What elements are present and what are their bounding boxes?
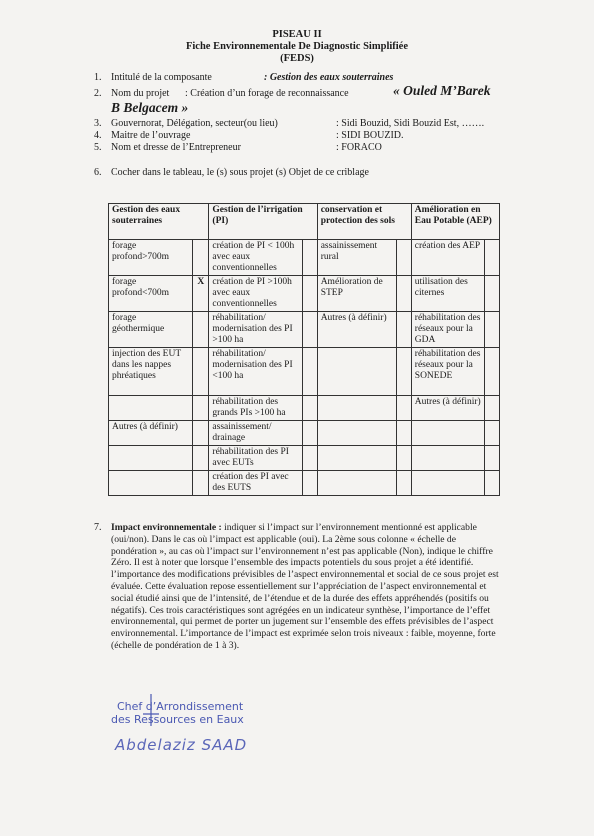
field-2-number: 2. [94, 88, 102, 99]
header-program: PISEAU II [272, 29, 322, 40]
field-5-value: : FORACO [336, 142, 382, 153]
table-cell: Autres (à définir) [109, 421, 193, 446]
table-cell: création des AEP [411, 240, 484, 276]
field-4-label: Maitre de l’ouvrage [111, 130, 191, 141]
table-checkbox-cell[interactable] [302, 348, 317, 396]
table-cell: assainissement rural [317, 240, 396, 276]
table-header-row [109, 204, 500, 240]
section-7-paragraph [111, 522, 499, 652]
table-row [109, 240, 500, 276]
header-title: Fiche Environnementale De Diagnostic Simplifiée [185, 41, 409, 52]
field-4-value: : SIDI BOUZID. [336, 130, 404, 141]
table-row [109, 471, 500, 496]
table-cell [109, 396, 193, 421]
table-checkbox-cell[interactable]: X [193, 276, 209, 312]
table-cell: assainissement/ drainage [209, 421, 303, 446]
field-3-label: Gouvernorat, Délégation, secteur(ou lieu) [111, 118, 278, 129]
table-checkbox-cell[interactable] [397, 276, 412, 312]
table-header-drinking-water: Amélioration en Eau Potable (AEP) [411, 204, 499, 240]
table-header-soil-conservation: conservation et protection des sols [317, 204, 411, 240]
table-cell: forage profond>700m [109, 240, 193, 276]
table-checkbox-cell[interactable] [397, 312, 412, 348]
table-checkbox-cell[interactable] [485, 446, 500, 471]
stamp-line-2: des Ressources en Eaux [111, 713, 244, 726]
table-header-irrigation: Gestion de l’irrigation (PI) [209, 204, 317, 240]
field-3-number: 3. [94, 118, 102, 129]
table-checkbox-cell[interactable] [397, 471, 412, 496]
table-row [109, 312, 500, 348]
field-2-label: Nom du projet [111, 88, 170, 99]
table-checkbox-cell[interactable] [397, 421, 412, 446]
table-cell: Autres (à définir) [411, 396, 484, 421]
table-checkbox-cell[interactable] [302, 312, 317, 348]
table-cell: création de PI < 100h avec eaux conventionnelles [209, 240, 303, 276]
table-checkbox-cell[interactable] [485, 240, 500, 276]
field-4-number: 4. [94, 130, 102, 141]
table-cell [317, 421, 396, 446]
table-cell [411, 471, 484, 496]
table-checkbox-cell[interactable] [193, 396, 209, 421]
signature: Abdelaziz SAAD [115, 736, 248, 754]
field-2-value: : Création d’un forage de reconnaissance [185, 88, 349, 99]
table-cell [317, 446, 396, 471]
table-row [109, 276, 500, 312]
table-cell: Autres (à définir) [317, 312, 396, 348]
table-cell [411, 446, 484, 471]
table-cell: utilisation des citernes [411, 276, 484, 312]
table-cell: réhabilitation des grands PIs >100 ha [209, 396, 303, 421]
table-cell: forage géothermique [109, 312, 193, 348]
field-2-project-name: « Ouled M’Barek [393, 83, 491, 98]
table-checkbox-cell[interactable] [193, 446, 209, 471]
table-checkbox-cell[interactable] [397, 348, 412, 396]
table-row [109, 396, 500, 421]
table-header-groundwater: Gestion des eaux souterraines [109, 204, 209, 240]
field-6-number: 6. [94, 167, 102, 178]
table-checkbox-cell[interactable] [302, 276, 317, 312]
table-checkbox-cell[interactable] [485, 471, 500, 496]
table-cell [317, 348, 396, 396]
table-cell: réhabilitation/ modernisation des PI <100 ha [209, 348, 303, 396]
signature-mark-icon [140, 692, 162, 728]
field-5-number: 5. [94, 142, 102, 153]
table-cell [411, 421, 484, 446]
table-checkbox-cell[interactable] [485, 312, 500, 348]
field-1-value: : Gestion des eaux souterraines [264, 72, 394, 83]
table-row [109, 348, 500, 396]
field-1-label: Intitulé de la composante [111, 72, 212, 83]
table-checkbox-cell[interactable] [302, 471, 317, 496]
table-checkbox-cell[interactable] [302, 421, 317, 446]
table-cell [109, 471, 193, 496]
field-2-project-name-cont: B Belgacem » [111, 100, 189, 115]
table-checkbox-cell[interactable] [485, 396, 500, 421]
field-1-number: 1. [94, 72, 102, 83]
table-cell: injection des EUT dans les nappes phréatiques [109, 348, 193, 396]
table-checkbox-cell[interactable] [193, 312, 209, 348]
table-cell: forage profond<700m [109, 276, 193, 312]
section-7-number: 7. [94, 522, 102, 533]
field-5-label: Nom et dresse de l’Entrepreneur [111, 142, 241, 153]
table-cell: Amélioration de STEP [317, 276, 396, 312]
subproject-table [108, 203, 500, 496]
table-checkbox-cell[interactable] [485, 276, 500, 312]
table-checkbox-cell[interactable] [397, 240, 412, 276]
section-7-text: indiquer si l’impact sur l’environnement mentionné est applicable (oui/non). Dans le cas où l’impact est applicable (oui). La 2ème sous colonne « échelle de pondération », au cas où l’impact sur l’environnement n’est pas applicable (Non), indique le chiffre Zéro. Il est à noter que lorsque l’ensemble des impacts potentiels du sous projet a été identifié. l’importance des modifications prévisibles de l’aspect environnemental et social de ce sous projet est évaluée. Cette évaluation repose essentiellement sur l’appréciation de l’aspect environnemental et social étudié ainsi que de l’intensité, de l’étendue et de la durée des effets appréhendés (positifs ou négatifs). Ces trois caractéristiques sont agrégées en un indicateur synthèse, l’importance de l’effet environnemental, qui permet de porter un jugement sur l’ensemble des effets prévisibles de l’aspect environnemental. L’importance de l’impact est exprimée selon trois niveaux : faible, moyenne, forte (échelle de pondération de 1 à 3). [111, 522, 499, 651]
table-checkbox-cell[interactable] [302, 396, 317, 421]
table-checkbox-cell[interactable] [193, 421, 209, 446]
table-cell: réhabilitation/ modernisation des PI >100 ha [209, 312, 303, 348]
table-checkbox-cell[interactable] [193, 240, 209, 276]
table-row [109, 446, 500, 471]
table-cell [317, 396, 396, 421]
table-checkbox-cell[interactable] [302, 240, 317, 276]
table-checkbox-cell[interactable] [397, 396, 412, 421]
table-cell: création de PI >100h avec eaux conventionnelles [209, 276, 303, 312]
field-3-value: : Sidi Bouzid, Sidi Bouzid Est, ……. [336, 118, 485, 129]
table-checkbox-cell[interactable] [485, 348, 500, 396]
table-cell: création des PI avec des EUTS [209, 471, 303, 496]
table-cell: réhabilitation des PI avec EUTs [209, 446, 303, 471]
field-6-label: Cocher dans le tableau, le (s) sous projet (s) Objet de ce criblage [111, 167, 369, 178]
table-checkbox-cell[interactable] [302, 446, 317, 471]
table-checkbox-cell[interactable] [485, 421, 500, 446]
header-acronym: (FEDS) [280, 53, 314, 64]
table-checkbox-cell[interactable] [193, 471, 209, 496]
table-cell [317, 471, 396, 496]
table-checkbox-cell[interactable] [193, 348, 209, 396]
table-cell: réhabilitation des réseaux pour la GDA [411, 312, 484, 348]
table-checkbox-cell[interactable] [397, 446, 412, 471]
section-7-title: Impact environnementale : [111, 522, 222, 533]
table-cell: réhabilitation des réseaux pour la SONEDE [411, 348, 484, 396]
stamp-line-1: Chef d’Arrondissement [117, 700, 244, 713]
table-cell [109, 446, 193, 471]
table-row [109, 421, 500, 446]
